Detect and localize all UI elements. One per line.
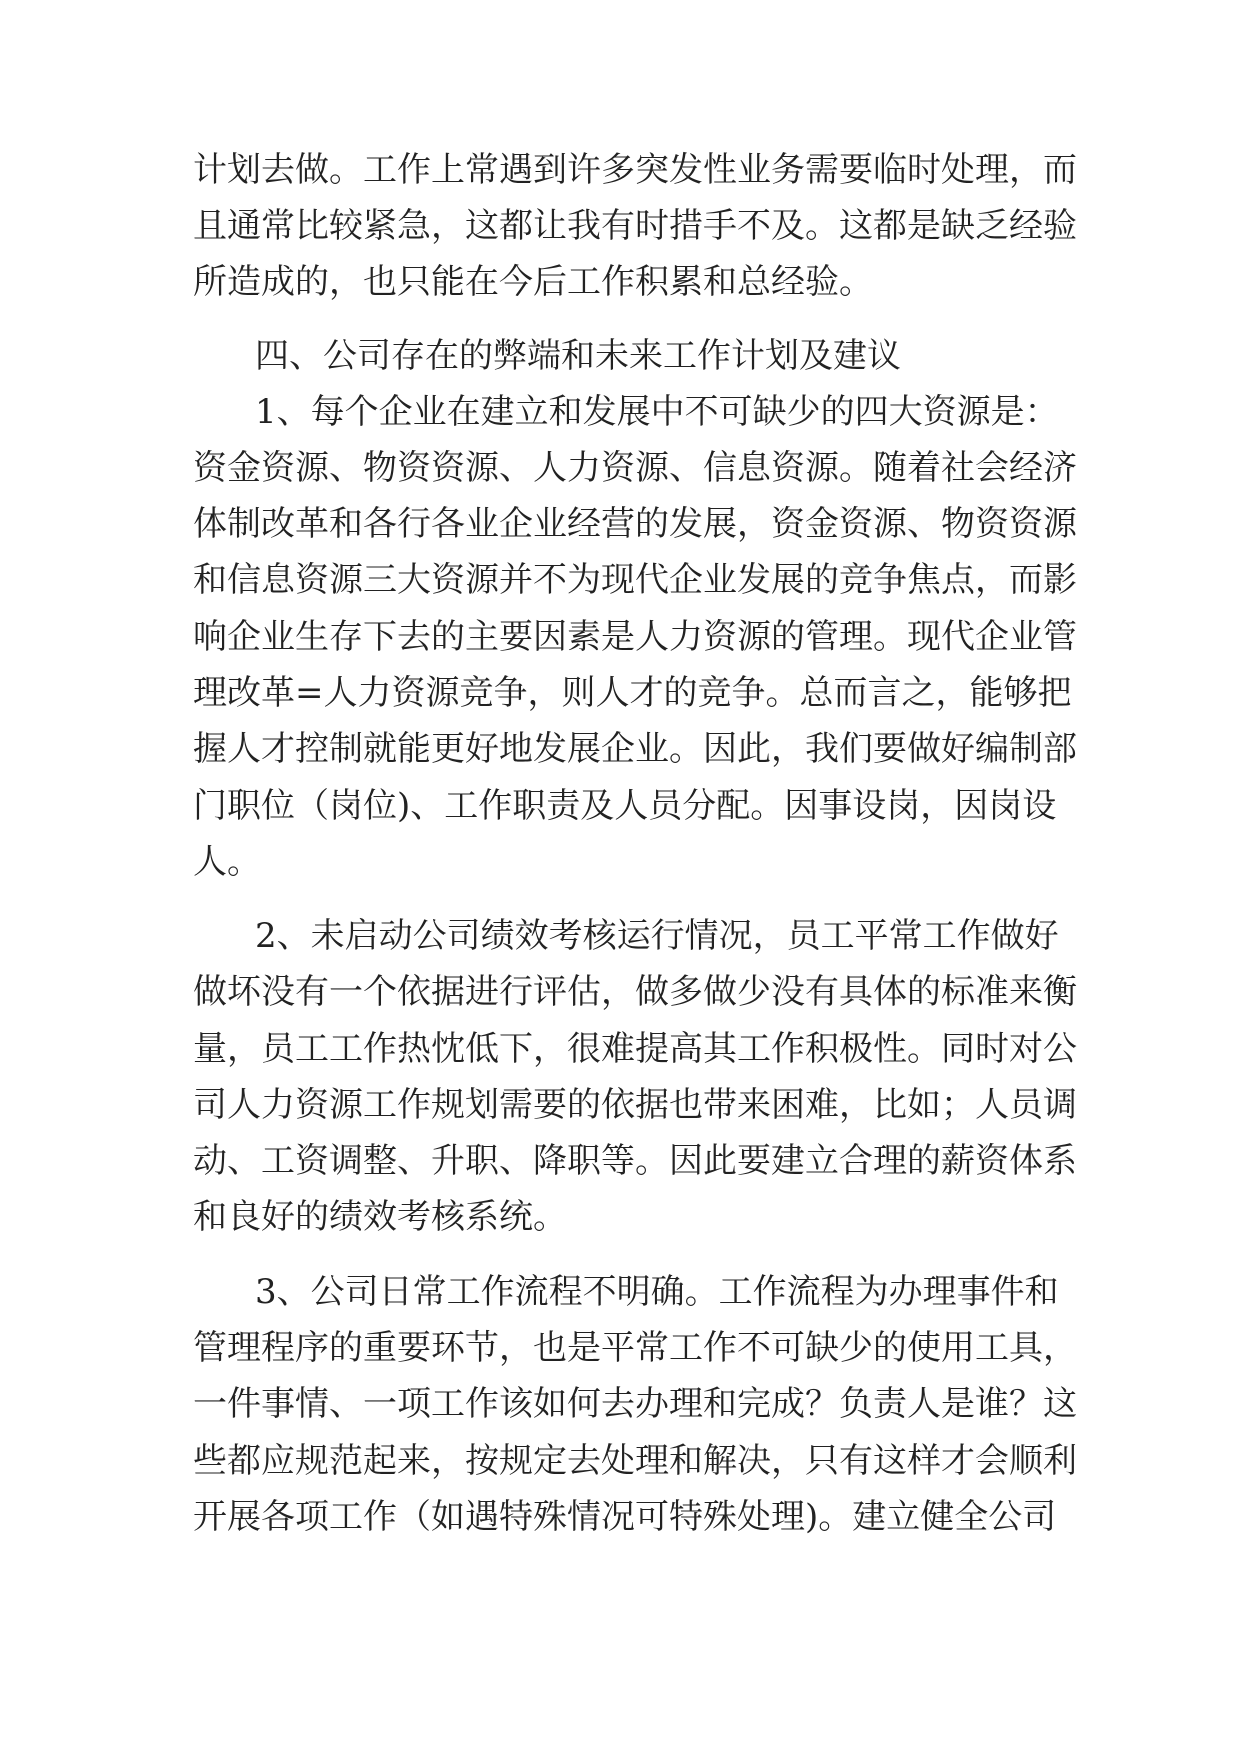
- text-line: 体制改革和各行各业企业经营的发展，资金资源、物资资源: [193, 504, 1077, 544]
- paragraph-start: 1、每个企业在建立和发展中不可缺少的四大资源是：: [255, 392, 1059, 432]
- text-line: 握人才控制就能更好地发展企业。因此，我们要做好编制部: [193, 729, 1077, 769]
- text-line: 和信息资源三大资源并不为现代企业发展的竞争焦点，而影: [193, 560, 1077, 600]
- text-line: 和良好的绩效考核系统。: [193, 1197, 567, 1237]
- text-line: 理改革=人力资源竞争，则人才的竞争。总而言之，能够把: [193, 673, 1072, 713]
- text-line: 做坏没有一个依据进行评估，做多做少没有具体的标准来衡: [193, 972, 1077, 1012]
- text-line: 资金资源、物资资源、人力资源、信息资源。随着社会经济: [193, 448, 1077, 488]
- text-line: 管理程序的重要环节，也是平常工作不可缺少的使用工具，: [193, 1328, 1077, 1368]
- text-line: 动、工资调整、升职、降职等。因此要建立合理的薪资体系: [193, 1141, 1077, 1181]
- text-line: 人。: [193, 842, 261, 882]
- section-heading: 四、公司存在的弊端和未来工作计划及建议: [255, 336, 901, 376]
- text-line: 司人力资源工作规划需要的依据也带来困难，比如；人员调: [193, 1085, 1077, 1125]
- paragraph-start: 2、未启动公司绩效考核运行情况，员工平常工作做好: [255, 916, 1059, 956]
- text-line: 量，员工工作热忱低下，很难提高其工作积极性。同时对公: [193, 1029, 1077, 1069]
- paragraph-start: 3、公司日常工作流程不明确。工作流程为办理事件和: [255, 1272, 1059, 1312]
- text-line: 些都应规范起来，按规定去处理和解决，只有这样才会顺利: [193, 1441, 1077, 1481]
- text-line: 响企业生存下去的主要因素是人力资源的管理。现代企业管: [193, 617, 1077, 657]
- text-line: 开展各项工作（如遇特殊情况可特殊处理)。建立健全公司: [193, 1497, 1057, 1537]
- text-line: 计划去做。工作上常遇到许多突发性业务需要临时处理，而: [193, 150, 1077, 190]
- text-line: 所造成的，也只能在今后工作积累和总经验。: [193, 262, 873, 302]
- text-line: 一件事情、一项工作该如何去办理和完成？负责人是谁？这: [193, 1384, 1077, 1424]
- text-line: 且通常比较紧急，这都让我有时措手不及。这都是缺乏经验: [193, 206, 1077, 246]
- text-line: 门职位（岗位)、工作职责及人员分配。因事设岗，因岗设: [193, 786, 1057, 826]
